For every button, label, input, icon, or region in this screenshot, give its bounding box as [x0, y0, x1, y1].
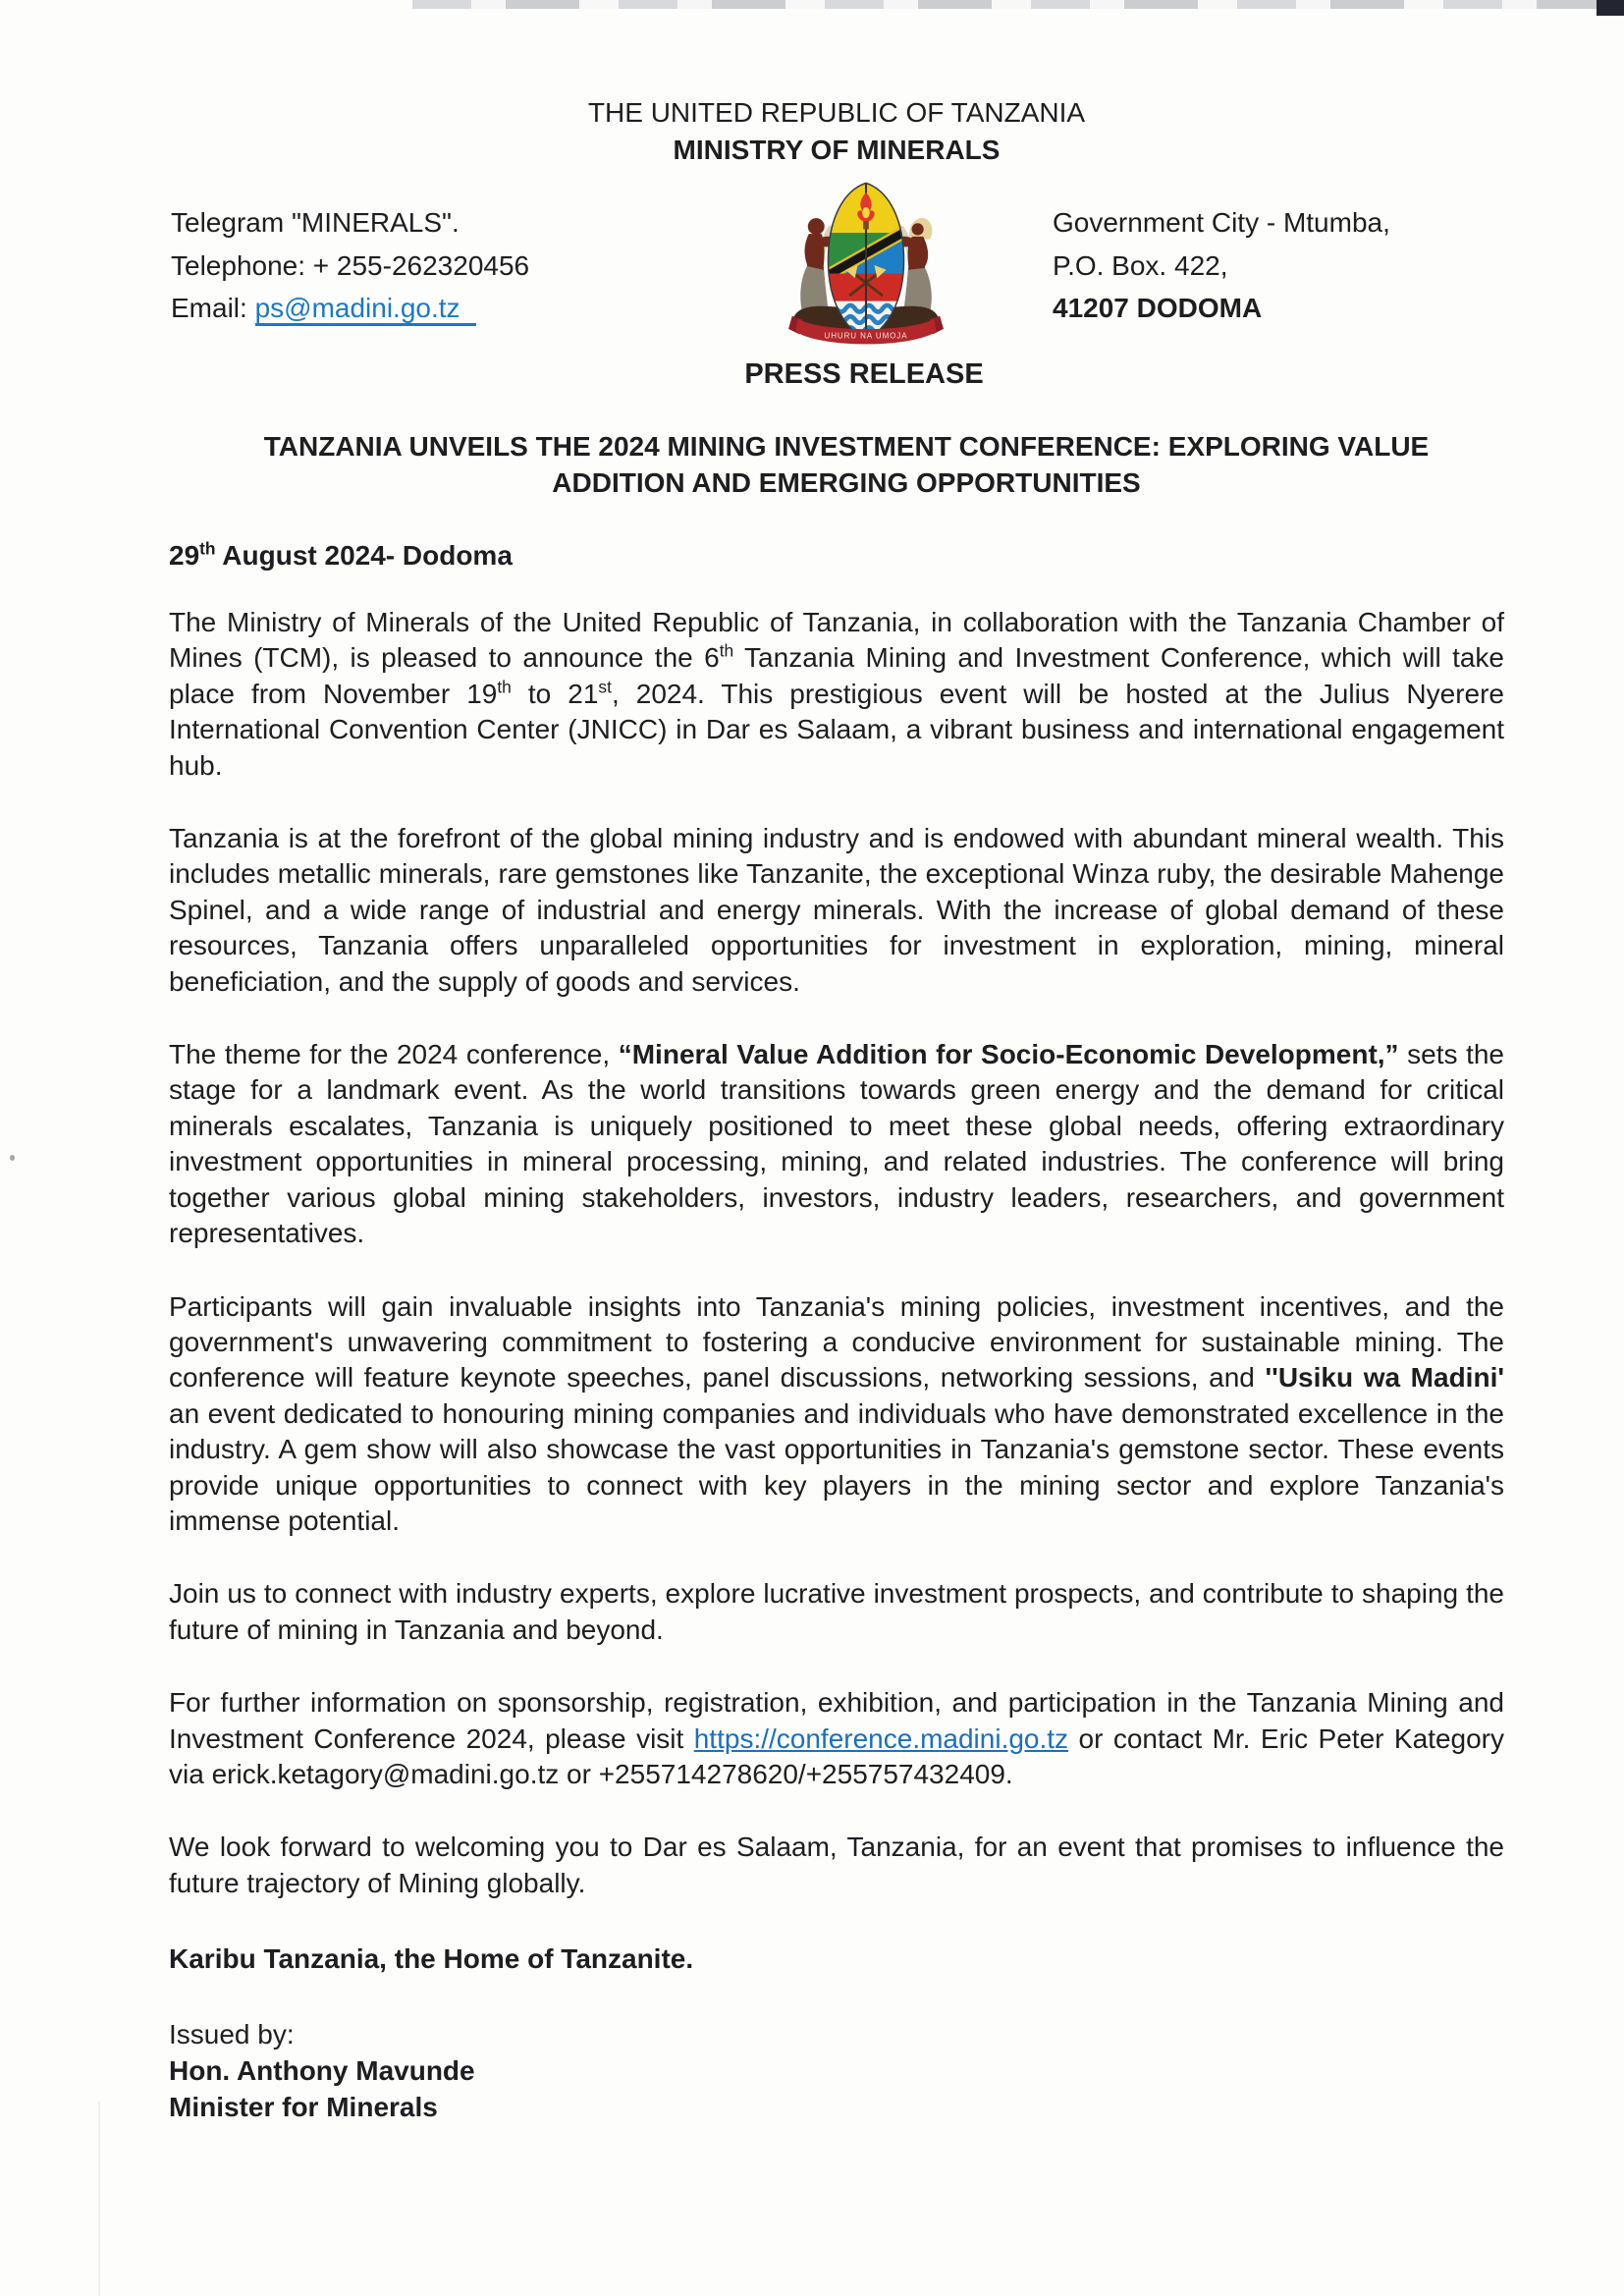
- address-block: [1053, 201, 1390, 330]
- text-segment: or contact Mr. Eric Peter Kategory via erick.ketagory@madini.go.tz or +255714278620/+255757432409.: [169, 1722, 1504, 1789]
- text-segment: 29: [169, 540, 200, 571]
- coat-of-arms-svg: [774, 174, 958, 358]
- text-segment: For further information on sponsorship, registration, exhibition, and participation in the Tanzania Mining and Investment Conference 2024, please visit: [169, 1687, 1504, 1754]
- text-segment: August 2024- Dodoma: [215, 540, 513, 571]
- superscript-text: th: [497, 677, 512, 697]
- address-line-2: P.O. Box. 422,: [1053, 249, 1228, 281]
- email-label: Email:: [171, 293, 255, 323]
- text-segment: The theme for the 2024 conference,: [169, 1039, 619, 1070]
- scan-artifact-corner-block: [1597, 0, 1624, 16]
- superscript-text: st: [598, 677, 612, 697]
- scan-artifact-speck: [10, 1155, 15, 1161]
- scan-artifact-edge-line: [98, 2102, 100, 2296]
- superscript-text: th: [199, 538, 216, 559]
- address-line-1: Government City - Mtumba,: [1053, 207, 1390, 238]
- text-segment: sets the stage for a landmark event. As the world transitions towards green energy and the demand for critical minerals escalates, Tanzania is uniquely positioned to meet these global needs, offering extraordinary investment opportunities in mineral processing, mining, and related industries. The conference will bring together various global mining stakeholders, investors, industry leaders, researchers, and government representatives.: [169, 1039, 1504, 1249]
- body-paragraph-2: [169, 821, 1504, 1000]
- text-segment: Tanzania Mining and Investment Conference, which will take place from November 19: [169, 642, 1504, 709]
- superscript-text: th: [719, 641, 734, 662]
- emblem-motto-text: UHURU NA UMOJA: [824, 331, 908, 341]
- document-title-line-2: ADDITION AND EMERGING OPPORTUNITIES: [552, 467, 1141, 498]
- text-segment: Tanzania is at the forefront of the global mining industry and is endowed with abundant mineral wealth. This includes metallic minerals, rare gemstones like Tanzanite, the exceptional Winza ruby, the desirable Mahenge Spinel, and a wide range of industrial and energy minerals. With the increase of global demand of these resources, Tanzania offers unparalleled opportunities for investment in exploration, mining, mineral beneficiation, and the supply of goods and services.: [169, 823, 1504, 997]
- text-segment: to 21: [511, 678, 599, 709]
- body-paragraph-3: [169, 1037, 1504, 1251]
- body-paragraph-1: [169, 605, 1504, 784]
- text-segment: Join us to connect with industry experts, explore lucrative investment prospects, and contribute to shaping the future of mining in Tanzania and beyond.: [169, 1578, 1504, 1645]
- body-paragraph-5: [169, 1576, 1504, 1648]
- contact-block: [171, 201, 529, 330]
- bold-text: “Mineral Value Addition for Socio-Economic Development,”: [618, 1039, 1399, 1070]
- email-link[interactable]: ps@madini.go.tz: [255, 293, 476, 326]
- document-content: [169, 0, 1504, 2125]
- ministry-title: MINISTRY OF MINERALS: [673, 135, 1001, 165]
- issued-by-label: Issued by:: [169, 2019, 295, 2050]
- text-segment: Participants will gain invaluable insights into Tanzania's mining policies, investment incentives, and the government's unwavering commitment to fostering a conducive environment for sustainable mining. The conference will feature keynote speeches, panel discussions, networking sessions, and: [169, 1290, 1504, 1394]
- dateline: [169, 537, 1504, 574]
- country-title: THE UNITED REPUBLIC OF TANZANIA: [587, 97, 1086, 128]
- address-line-3: 41207 DODOMA: [1053, 293, 1263, 323]
- text-segment: an event dedicated to honouring mining companies and individuals who have demonstrated excellence in the industry. A gem show will also showcase the vast opportunities in Tanzania's gemstone sector. These events provide unique opportunities to connect with key players in the mining sector and explore Tanzania's immense potential.: [169, 1397, 1504, 1536]
- tanzania-coat-of-arms: [774, 174, 958, 358]
- press-release-label: PRESS RELEASE: [744, 358, 984, 390]
- closing-line: Karibu Tanzania, the Home of Tanzanite.: [169, 1943, 694, 1975]
- document-title: [179, 428, 1514, 501]
- text-segment: , 2024. This prestigious event will be hosted at the Julius Nyerere International Convention Center (JNICC) in Dar es Salaam, a vibrant business and international engagement hub.: [169, 678, 1505, 781]
- bold-text: ''Usiku wa Madini': [1265, 1362, 1505, 1394]
- issuer-title: Minister for Minerals: [169, 2092, 438, 2123]
- body-paragraph-4: [169, 1289, 1504, 1540]
- body-paragraph-7: [169, 1830, 1504, 1901]
- body-paragraph-6: [169, 1685, 1504, 1792]
- email-line: [171, 287, 529, 330]
- letterhead-row: [169, 201, 1504, 356]
- conference-link[interactable]: https://conference.madini.go.tz: [693, 1722, 1069, 1754]
- issued-block: [169, 2016, 1504, 2125]
- telephone-line: Telephone: + 255-262320456: [171, 249, 530, 281]
- document-title-line-1: TANZANIA UNVEILS THE 2024 MINING INVESTMENT CONFERENCE: EXPLORING VALUE: [263, 431, 1430, 462]
- text-segment: We look forward to welcoming you to Dar es Salaam, Tanzania, for an event that promises to influence the future trajectory of Mining globally.: [169, 1831, 1504, 1898]
- telegram-line: Telegram "MINERALS".: [171, 207, 460, 238]
- text-segment: The Ministry of Minerals of the United Republic of Tanzania, in collaboration with the Tanzania Chamber of Mines (TCM), is pleased to announce the 6: [169, 607, 1504, 674]
- issuer-name: Hon. Anthony Mavunde: [169, 2055, 475, 2087]
